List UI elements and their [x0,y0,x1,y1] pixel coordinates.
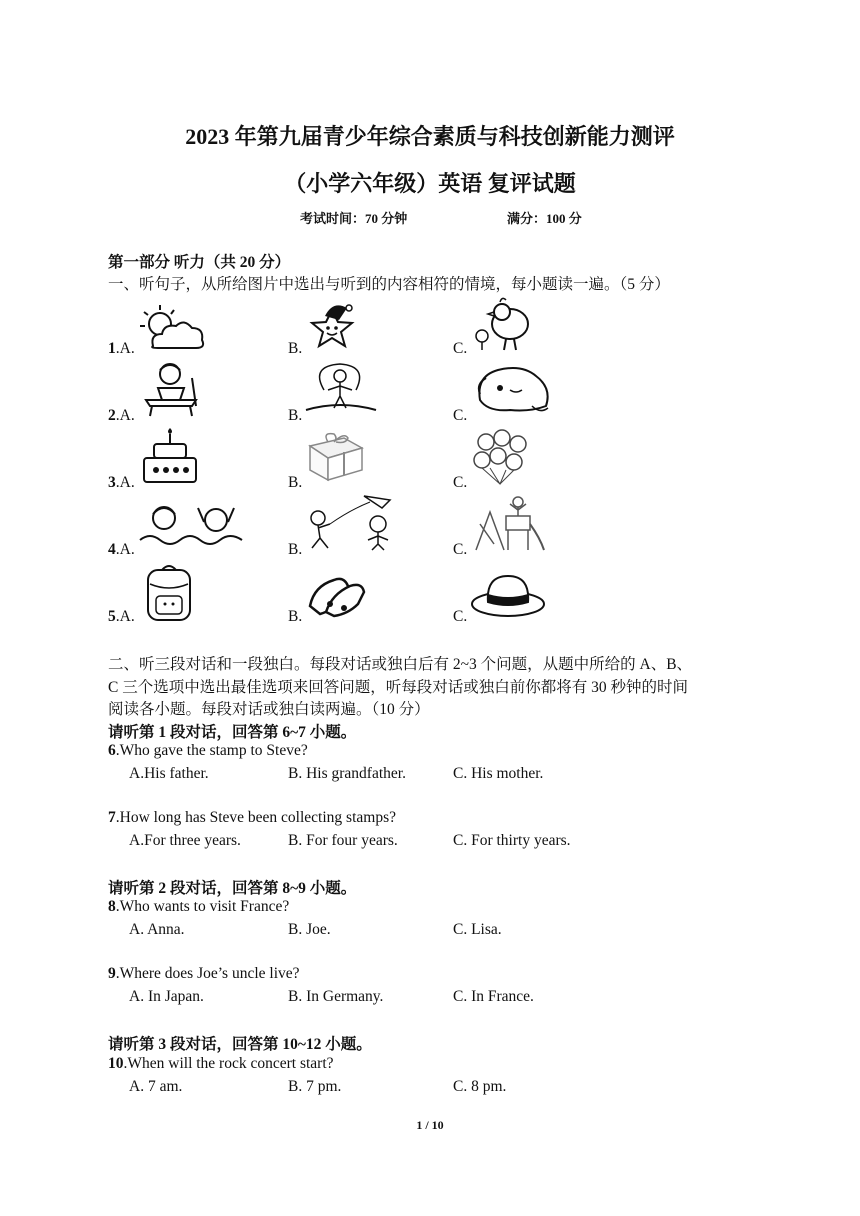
exam-title: 2023 年第九届青少年综合素质与科技创新能力测评 [185,124,675,149]
dialog3-heading: 请听第 3 段对话，回答第 10~12 小题。 [108,1036,372,1053]
exam-subtitle: （小学六年级）英语 复评试题 [284,171,576,196]
q10-option-c: C. 8 pm. [453,1078,507,1095]
q9-option-b: B. In Germany. [288,988,384,1005]
exam-time: 考试时间：70 分钟 [300,211,408,226]
skipping-rope-icon [300,360,380,416]
shoes-icon [304,566,368,618]
page-number: 1 / 10 [416,1118,444,1132]
q4-label-b: B. [288,541,303,558]
question-7: 7.How long has Steve been collecting stamps? [108,809,396,826]
section1-instructions: 一、听句子，从所给图片中选出与听到的内容相符的情境，每小题读一遍。（5 分） [108,276,670,293]
q2-label-b: B. [288,407,303,424]
kite-flying-icon [300,494,396,552]
q6-option-b: B. His grandfather. [288,765,406,782]
q3-label-b: B. [288,474,303,491]
backpack-icon [140,562,198,622]
q4-label-a: 4.A. [108,541,135,558]
q10-option-a: A. 7 am. [129,1078,183,1095]
q10-option-b: B. 7 pm. [288,1078,342,1095]
q2-label-a: 2.A. [108,407,135,424]
q3-label-a: 3.A. [108,474,135,491]
q8-option-a: A. Anna. [129,921,185,938]
q9-option-a: A. In Japan. [129,988,204,1005]
hat-icon [470,570,546,620]
star-santa-hat-icon [303,300,361,354]
sun-cloud-icon [138,302,208,354]
q8-option-c: C. Lisa. [453,921,502,938]
dialog2-heading: 请听第 2 段对话，回答第 8~9 小题。 [108,880,357,897]
q4-label-c: C. [453,541,468,558]
q7-option-a: A.For three years. [129,832,241,849]
playground-slide-icon [470,494,546,552]
section2-instructions-line3: 阅读各小题。每段对话或独白读两遍。（10 分） [108,701,430,718]
gift-box-icon [304,430,366,482]
swimming-kids-icon [138,498,244,550]
q6-option-c: C. His mother. [453,765,544,782]
chicks-icon [470,294,536,356]
q2-label-c: C. [453,407,468,424]
question-9: 9.Where does Joe’s uncle live? [108,965,300,982]
q3-label-c: C. [453,474,468,491]
question-8: 8.Who wants to visit France? [108,898,290,915]
girl-eating-icon [140,358,202,418]
question-10: 10.When will the rock concert start? [108,1055,334,1072]
q7-option-c: C. For thirty years. [453,832,571,849]
sleeping-dog-icon [470,360,554,416]
q7-option-b: B. For four years. [288,832,398,849]
q1-label-b: B. [288,340,303,357]
birthday-cake-icon [140,428,200,486]
question-6: 6.Who gave the stamp to Steve? [108,742,308,759]
section2-instructions-line2: C 三个选项中选出最佳选项来回答问题，听每段对话或独白前你都将有 30 秒钟的时间 [108,679,688,696]
q1-label-c: C. [453,340,468,357]
q5-label-a: 5.A. [108,608,135,625]
q8-option-b: B. Joe. [288,921,331,938]
part1-heading: 第一部分 听力（共 20 分） [108,254,291,271]
dialog1-heading: 请听第 1 段对话，回答第 6~7 小题。 [108,724,357,741]
q5-label-b: B. [288,608,303,625]
q1-label-a: 1.A. [108,340,135,357]
q5-label-c: C. [453,608,468,625]
exam-score: 满分：100 分 [507,211,582,226]
section2-instructions-line1: 二、听三段对话和一段独白。每段对话或独白后有 2~3 个问题，从题中所给的 A、B、 [108,656,693,673]
q6-option-a: A.His father. [129,765,209,782]
balloons-icon [470,428,534,488]
q9-option-c: C. In France. [453,988,534,1005]
